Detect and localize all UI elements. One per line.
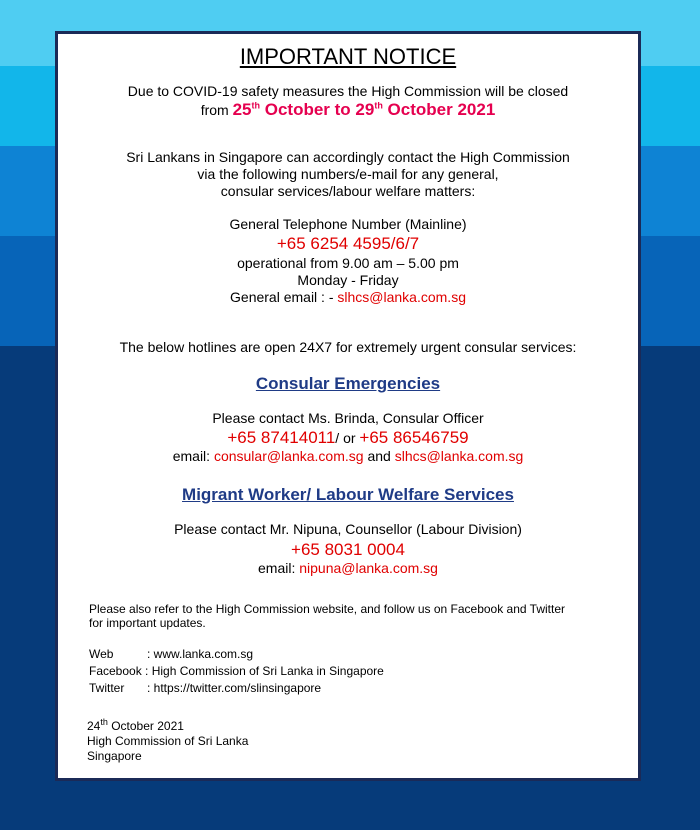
signature-place: Singapore — [87, 749, 142, 763]
start-day: 25 — [232, 100, 252, 119]
closure-dates — [58, 101, 638, 119]
signature-org: High Commission of Sri Lanka — [87, 734, 249, 748]
general-email-line — [58, 289, 638, 306]
consular-email-and: and — [363, 448, 395, 464]
labour-contact: Please contact Mr. Nipuna, Counsellor (Labour Division) — [174, 521, 522, 537]
date-range-end: October 2021 — [382, 100, 496, 119]
link-web-value[interactable]: www.lanka.com.sg — [153, 647, 254, 661]
consular-phones — [58, 428, 638, 448]
link-twitter-sep: : — [147, 681, 154, 695]
link-web-sep: : — [147, 647, 154, 661]
general-days: Monday - Friday — [297, 272, 399, 288]
labour-email-link[interactable]: nipuna@lanka.com.sg — [299, 560, 438, 576]
closure-from: from — [200, 102, 233, 118]
consular-heading: Consular Emergencies — [255, 374, 441, 393]
labour-phone[interactable]: +65 8031 0004 — [291, 540, 405, 559]
consular-email-label: email: — [172, 448, 214, 464]
labour-email-label: email: — [258, 560, 300, 576]
general-heading: General Telephone Number (Mainline) — [229, 216, 467, 232]
link-twitter-label: Twitter — [89, 681, 125, 695]
general-email-label: General email : - — [230, 289, 338, 305]
consular-phone-2[interactable]: +65 86546759 — [359, 428, 469, 447]
refer-line-1: Please also refer to the High Commission website, and follow us on Facebook and Twitter — [89, 602, 566, 616]
labour-email-line — [58, 560, 638, 577]
signature-day-suffix: th — [100, 717, 108, 727]
closure-date-start — [233, 100, 496, 119]
link-web-label: Web — [89, 647, 114, 661]
link-facebook — [89, 664, 384, 679]
link-facebook-sep: : — [145, 664, 152, 678]
general-email-link[interactable]: slhcs@lanka.com.sg — [337, 289, 466, 305]
contact-intro-2: via the following numbers/e-mail for any general, — [197, 166, 499, 182]
hotlines-text: The below hotlines are open 24X7 for extremely urgent consular services: — [119, 339, 577, 355]
consular-email-link-2[interactable]: slhcs@lanka.com.sg — [394, 448, 524, 464]
consular-email-line — [58, 448, 638, 465]
consular-phone-separator: / or — [335, 430, 360, 446]
notice-card — [55, 31, 641, 781]
contact-intro-1: Sri Lankans in Singapore can accordingly contact the High Commission — [126, 149, 570, 165]
date-range-middle: October to 29 — [260, 100, 375, 119]
refer-line-2: for important updates. — [89, 616, 206, 630]
signature-date — [87, 719, 184, 734]
labour-heading: Migrant Worker/ Labour Welfare Services — [182, 485, 514, 504]
notice-title: IMPORTANT NOTICE — [239, 44, 457, 69]
link-twitter-value[interactable]: https://twitter.com/slinsingapore — [153, 681, 322, 695]
general-hours: operational from 9.00 am – 5.00 pm — [237, 255, 459, 271]
closure-line: Due to COVID-19 safety measures the High Commission will be closed — [127, 83, 569, 99]
consular-contact: Please contact Ms. Brinda, Consular Officer — [212, 410, 484, 426]
signature-date-rest: October 2021 — [107, 719, 184, 733]
signature-day: 24 — [87, 719, 101, 733]
consular-phone-1[interactable]: +65 87414011 — [227, 428, 336, 447]
contact-intro-3: consular services/labour welfare matters: — [220, 183, 476, 199]
link-twitter — [89, 681, 321, 696]
general-phone[interactable]: +65 6254 4595/6/7 — [276, 234, 420, 253]
consular-email-link-1[interactable]: consular@lanka.com.sg — [213, 448, 364, 464]
end-day-suffix: th — [374, 100, 383, 111]
link-web — [89, 647, 253, 662]
link-facebook-label: Facebook — [89, 664, 142, 678]
link-facebook-value[interactable]: High Commission of Sri Lanka in Singapore — [151, 664, 384, 678]
start-day-suffix: th — [251, 100, 261, 111]
